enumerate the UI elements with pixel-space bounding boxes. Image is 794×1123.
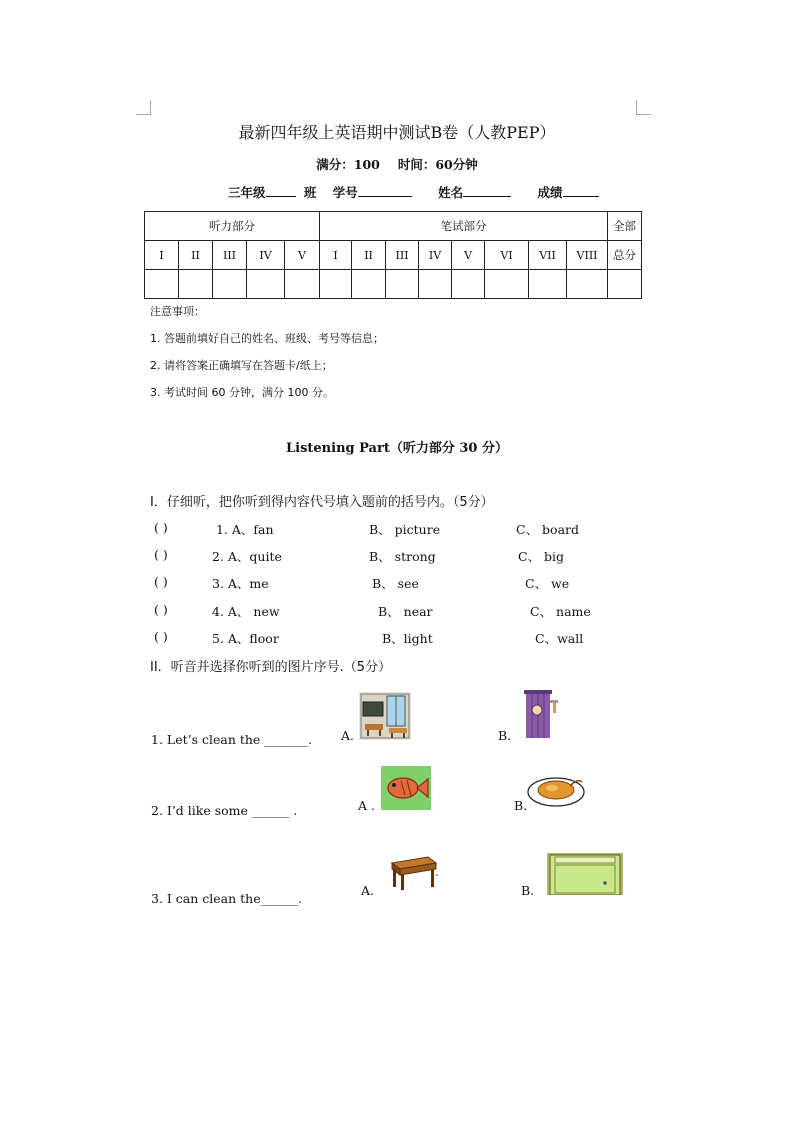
option-a-label: A . [358, 798, 375, 813]
listening-header: 听力部分 [145, 212, 320, 241]
score-cell[interactable] [247, 270, 285, 299]
written-col: IV [419, 241, 452, 270]
option-a: 3. A、me [212, 576, 269, 591]
score-cell[interactable] [452, 270, 485, 299]
answer-bracket[interactable]: ( ) [154, 520, 168, 535]
option-b: B、 picture [369, 522, 441, 537]
score-cell[interactable] [285, 270, 320, 299]
score-cell[interactable] [179, 270, 213, 299]
option-a: 4. A、 new [212, 604, 280, 619]
written-col: III [386, 241, 419, 270]
option-b-label: B. [514, 798, 528, 813]
written-col: VIII [567, 241, 608, 270]
option-c: C、 board [516, 522, 579, 537]
score-table-blank-row [145, 270, 642, 299]
score-cell[interactable] [529, 270, 567, 299]
class-label: 班 [303, 185, 317, 200]
score-cell[interactable] [567, 270, 608, 299]
answer-bracket[interactable]: ( ) [154, 547, 168, 562]
section-2-title: II．听音并选择你听到的图片序号.（5分） [150, 660, 392, 675]
option-a: 1. A、fan [216, 522, 274, 537]
score-table-header-row [145, 212, 642, 241]
listening-col: II [179, 241, 213, 270]
score-cell[interactable] [145, 270, 179, 299]
listening-col: III [213, 241, 247, 270]
written-col: VI [485, 241, 529, 270]
option-c: C、 name [530, 604, 591, 619]
full-score: 满分：100 [316, 157, 380, 172]
score-table [144, 211, 642, 299]
answer-bracket[interactable]: ( ) [154, 629, 168, 644]
exam-time: 时间：60分钟 [397, 157, 478, 172]
answer-bracket[interactable]: ( ) [154, 574, 168, 589]
score-cell[interactable] [419, 270, 452, 299]
total-header: 全部 [608, 212, 642, 241]
total-col: 总分 [608, 241, 642, 270]
option-a: 2. A、quite [212, 549, 282, 564]
score-cell[interactable] [608, 270, 642, 299]
written-col: II [352, 241, 386, 270]
listening-col: I [145, 241, 179, 270]
written-col: V [452, 241, 485, 270]
option-c: C、 we [525, 576, 570, 591]
name-label: 姓名 [438, 185, 464, 200]
answer-bracket[interactable]: ( ) [154, 602, 168, 617]
notice-title: 注意事项： [150, 305, 205, 318]
option-b: B、 strong [369, 549, 436, 564]
score-cell[interactable] [485, 270, 529, 299]
window-curtain-picture[interactable] [522, 690, 560, 740]
fish-picture[interactable] [381, 766, 431, 810]
section-1-title: I．仔细听，把你听到得内容代号填入题前的括号内。（5分） [150, 495, 494, 510]
option-a-label: A. [361, 883, 375, 898]
written-header: 笔试部分 [320, 212, 608, 241]
option-a-label: A. [341, 728, 355, 743]
option-b: B、 near [378, 604, 433, 619]
option-c: C、 big [518, 549, 565, 564]
score-blank[interactable] [563, 184, 599, 197]
chicken-plate-picture[interactable] [526, 772, 586, 808]
option-b-label: B. [521, 883, 535, 898]
listening-col: IV [247, 241, 285, 270]
listening-col: V [285, 241, 320, 270]
picture-question-2: 2. I’d like some ______ . [151, 803, 298, 818]
student-id-label: 学号 [332, 185, 358, 200]
picture-question-1: 1. Let’s clean the _______. [151, 732, 313, 747]
grade-label: 三年级 [228, 185, 266, 200]
page-corner-mark-right [636, 100, 651, 115]
page-corner-mark-left [136, 100, 151, 115]
desk-picture[interactable] [388, 853, 440, 891]
notice-item: 3. 考试时间 60 分钟，满分 100 分。 [150, 386, 334, 399]
written-col: I [320, 241, 352, 270]
student-info-line [228, 183, 599, 201]
notice-item: 1. 答题前填好自己的姓名、班级、考号等信息； [150, 332, 384, 345]
notice-item: 2. 请将答案正确填写在答题卡/纸上； [150, 359, 333, 372]
name-blank[interactable] [463, 184, 511, 197]
listening-part-title: Listening Part（听力部分 30 分） [286, 441, 508, 456]
page-title: 最新四年级上英语期中测试B卷（人教PEP） [238, 123, 556, 142]
option-a: 5. A、floor [212, 631, 279, 646]
option-b: B、 see [372, 576, 419, 591]
exam-meta [0, 155, 794, 173]
score-table-columns-row [145, 241, 642, 270]
written-col: VII [529, 241, 567, 270]
score-cell[interactable] [213, 270, 247, 299]
score-cell[interactable] [352, 270, 386, 299]
classroom-picture[interactable] [359, 692, 411, 740]
option-c: C、wall [535, 631, 584, 646]
option-b: B、light [382, 631, 433, 646]
door-picture[interactable] [547, 853, 623, 895]
score-cell[interactable] [320, 270, 352, 299]
picture-question-3: 3. I can clean the______. [151, 891, 303, 906]
student-id-blank[interactable] [358, 184, 412, 197]
score-cell[interactable] [386, 270, 419, 299]
grade-blank[interactable] [266, 184, 296, 197]
option-b-label: B. [498, 728, 512, 743]
score-label: 成绩 [537, 185, 563, 200]
